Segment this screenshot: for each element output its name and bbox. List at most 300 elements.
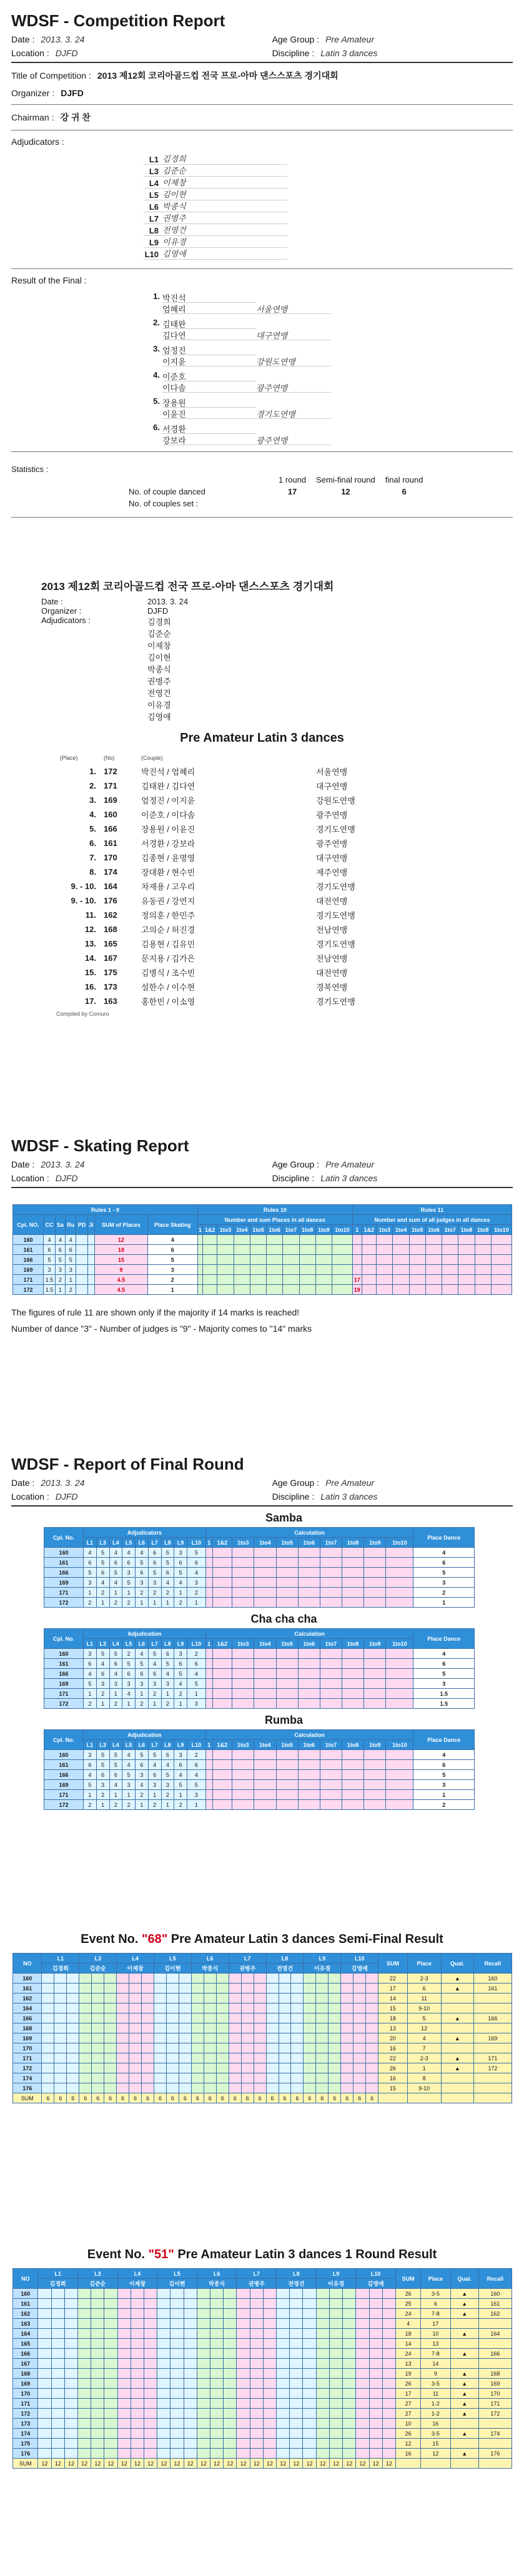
round-mark-cell: [210, 2359, 224, 2369]
rule11-cell: [442, 1265, 458, 1275]
judge-mark: 4: [122, 1760, 136, 1770]
rank-place: 5.: [89, 824, 96, 833]
calc-cell: [386, 1750, 413, 1760]
judge-mark: 3: [136, 1679, 149, 1689]
calc-col-header: 1to7: [320, 1538, 342, 1548]
dance-place: 5: [413, 1568, 475, 1578]
round-mark-cell: [329, 2083, 341, 2093]
judge-header: L4: [109, 1740, 122, 1750]
calc-cell: [342, 1649, 363, 1659]
calc-cell: [205, 1669, 212, 1679]
calc-cell: [254, 1800, 276, 1810]
round-mark-cell: [144, 2389, 157, 2399]
round-mark-cell: [356, 2399, 369, 2409]
round-mark-cell: [157, 2329, 171, 2339]
calc-cell: [212, 1689, 232, 1699]
round-sum-empty: [421, 2459, 450, 2469]
round-mark-cell: [224, 2339, 237, 2349]
rank-couple: 정의훈 / 한민주: [141, 911, 195, 920]
round-recall: 172: [478, 2409, 512, 2419]
round-mark-cell: [250, 2439, 263, 2449]
cr-row-location: Location : DJFD Discipline : Latin 3 dances: [11, 48, 378, 58]
adjudicator-code: L5: [149, 190, 159, 200]
dance-header-row: [44, 1730, 475, 1740]
round-mark-cell: [291, 2003, 304, 2013]
calc-cell: [364, 1760, 386, 1770]
round-recall: 169: [473, 2033, 512, 2043]
rule11-cell: [425, 1275, 442, 1285]
round-mark-cell: [38, 2349, 51, 2359]
round-mark-cell: [38, 2329, 51, 2339]
round-mark-cell: [237, 2389, 250, 2399]
round-mark-cell: [78, 2379, 91, 2389]
round-mark-cell: [154, 2073, 167, 2083]
round-mark-cell: [67, 1984, 79, 1993]
round-mark-cell: [171, 2329, 184, 2339]
round-mark-cell: [250, 2319, 263, 2329]
rule11-cell: [491, 1265, 512, 1275]
skating-col-header: Ru: [66, 1215, 76, 1235]
judge-mark: 5: [161, 1548, 174, 1558]
calc-cell: [320, 1780, 342, 1790]
round-judge-header: L7: [237, 2269, 277, 2279]
round-mark-cell: [250, 2309, 263, 2319]
round-mark-cell: [291, 2033, 304, 2043]
judge-mark: 6: [161, 1568, 174, 1578]
adjudicator-row: [144, 189, 287, 200]
final-names: [162, 370, 256, 393]
round-mark-cell: [237, 2319, 250, 2329]
calc-col-header: 1: [205, 1639, 212, 1649]
skating-cc: 4: [44, 1235, 56, 1245]
round-sum: 16: [378, 2043, 407, 2053]
round-mark-cell: [154, 2013, 167, 2023]
round-mark-cell: [204, 1974, 216, 1984]
round-mark-cell: [197, 2429, 210, 2439]
round-judge-header: L3: [78, 2269, 118, 2279]
summary-adjudicator: 박종식: [147, 665, 171, 674]
skating-pd: [76, 1245, 87, 1255]
round-recall: 170: [478, 2389, 512, 2399]
round-mark-cell: [91, 2369, 104, 2379]
round-mark-cell: [210, 2319, 224, 2329]
calc-cell: [320, 1790, 342, 1800]
round-sum-cell: 12: [131, 2459, 144, 2469]
rank-couple: 홍한빈 / 이소영: [141, 997, 195, 1006]
judge-mark: 3: [122, 1679, 136, 1689]
stats-value: [311, 498, 380, 509]
round-mark-cell: [266, 1984, 279, 1993]
round-mark-cell: [266, 1993, 279, 2003]
round-mark-cell: [78, 2309, 91, 2319]
round-mark-cell: [266, 2043, 279, 2053]
dance-place: 2: [413, 1588, 475, 1598]
round-mark-cell: [356, 2369, 369, 2379]
round-mark-cell: [291, 2083, 304, 2093]
place-col-header: 1&2: [362, 1225, 377, 1235]
skating-note-1: The figures of rule 11 are shown only if the majority if 14 marks is reached!: [11, 1307, 300, 1317]
rule10-cell: [267, 1245, 283, 1255]
judge-mark: 5: [84, 1780, 97, 1790]
round-sum: 16: [378, 2073, 407, 2083]
calc-cell: [342, 1598, 363, 1608]
round-mark-cell: [316, 1993, 329, 2003]
round-mark-cell: [38, 2399, 51, 2409]
round-mark-cell: [197, 2359, 210, 2369]
round-mark-cell: [42, 2053, 54, 2063]
judge-mark: 5: [161, 1659, 174, 1669]
round-mark-cell: [279, 2073, 291, 2083]
final-club: 대구연맹: [256, 329, 331, 340]
dance-cpl: 172: [44, 1699, 84, 1709]
round-mark-cell: [356, 2419, 369, 2429]
round-mark-cell: [316, 2063, 329, 2073]
dance-place-header: Place Dance: [413, 1629, 475, 1649]
round-mark-cell: [142, 2063, 154, 2073]
calc-cell: [276, 1750, 298, 1760]
round-mark-cell: [104, 2063, 117, 2073]
round-mark-cell: [42, 2023, 54, 2033]
rank-no: 162: [104, 910, 117, 920]
dance-place: 5: [413, 1669, 475, 1679]
round-mark-cell: [343, 2339, 356, 2349]
rank-place: 7.: [89, 853, 96, 862]
round-mark-cell: [316, 2073, 329, 2083]
round-mark-cell: [104, 2439, 117, 2449]
stats-label: No. of couples set :: [129, 499, 199, 508]
round-mark-cell: [184, 2359, 197, 2369]
round-mark-cell: [329, 2319, 342, 2329]
round-mark-cell: [290, 2429, 303, 2439]
rank-place: 16.: [84, 982, 96, 991]
judge-header: L8: [161, 1740, 174, 1750]
judge-mark: 5: [136, 1558, 149, 1568]
rule10-sub: Number and sum Places in all dances: [197, 1215, 352, 1225]
ranking-row: [56, 779, 359, 793]
round-mark-cell: [316, 2339, 329, 2349]
dance-place: 2: [413, 1800, 475, 1810]
rule11-cell: [442, 1275, 458, 1285]
dance-place: 4: [413, 1548, 475, 1558]
round-sum-cell: 12: [171, 2459, 184, 2469]
round-mark-cell: [142, 1984, 154, 1993]
round-header-row: [13, 2269, 512, 2279]
adjudicator-name: 이제창: [162, 178, 186, 187]
rank-couple: 김병식 / 조수빈: [141, 968, 195, 978]
judge-mark: 6: [84, 1760, 97, 1770]
rule10-cell: [332, 1255, 352, 1265]
round-mark-cell: [263, 2349, 276, 2359]
adjudicator-row: [144, 224, 287, 236]
round-mark-cell: [197, 2309, 210, 2319]
summary-adjudicator: 김영애: [147, 712, 171, 722]
round-mark-cell: [184, 2349, 197, 2359]
rule11-cell: [458, 1255, 475, 1265]
judge-mark: 6: [148, 1558, 161, 1568]
rule10-cell: [197, 1285, 202, 1295]
round-mark-cell: [356, 2379, 369, 2389]
round-recall: 174: [478, 2429, 512, 2439]
round-mark-cell: [144, 2379, 157, 2389]
round-mark-cell: [341, 1993, 353, 2003]
round-mark-cell: [38, 2359, 51, 2369]
round-mark-cell: [237, 2449, 250, 2459]
rule11-cell: [491, 1285, 512, 1295]
judge-mark: 5: [187, 1679, 206, 1689]
calc-col-header: 1to6: [298, 1538, 320, 1548]
judge-mark: 1: [96, 1699, 109, 1709]
calc-cell: [276, 1689, 298, 1699]
calc-cell: [276, 1770, 298, 1780]
calc-cell: [386, 1568, 413, 1578]
round-mark-cell: [316, 1974, 329, 1984]
dance-place-header: Place Dance: [413, 1730, 475, 1750]
rules-1-9-header: Rules 1 - 9: [13, 1205, 198, 1215]
dance-header-row: [44, 1528, 475, 1538]
calc-cell: [212, 1598, 232, 1608]
dancer-name: 엄혜리: [162, 303, 256, 314]
round-mark-cell: [117, 2339, 131, 2349]
place-col-header: 1to8: [458, 1225, 475, 1235]
round-mark-cell: [316, 1984, 329, 1993]
round-mark-cell: [382, 2299, 395, 2309]
rank-couple: 문지용 / 김가은: [141, 954, 195, 963]
round-judge-name: 전영건: [277, 2279, 317, 2289]
skating-ji: [87, 1235, 94, 1245]
round-mark-cell: [78, 2439, 91, 2449]
dance-table: [44, 1628, 475, 1709]
dance-cpl: 160: [44, 1649, 84, 1659]
round-mark-cell: [279, 2033, 291, 2043]
place-col-header: 1to7: [283, 1225, 299, 1235]
round-mark-cell: [79, 2053, 92, 2063]
rule10-cell: [217, 1265, 234, 1275]
judge-mark: 6: [174, 1558, 187, 1568]
round-mark-cell: [197, 2449, 210, 2459]
calc-col-header: 1to10: [386, 1639, 413, 1649]
round-mark-cell: [250, 2289, 263, 2299]
round-sum-cell: 6: [279, 2093, 291, 2103]
judge-mark: 4: [174, 1578, 187, 1588]
round-mark-cell: [250, 2429, 263, 2439]
judge-mark: 4: [174, 1770, 187, 1780]
round-mark-cell: [353, 2073, 366, 2083]
round-mark-cell: [117, 2389, 131, 2399]
round-row: [13, 2439, 512, 2449]
round-mark-cell: [78, 2319, 91, 2329]
round-place: 7: [407, 2043, 441, 2053]
round-mark-cell: [179, 2013, 191, 2023]
rule11-cell: [409, 1285, 425, 1295]
calc-cell: [342, 1588, 363, 1598]
rule10-cell: [217, 1245, 234, 1255]
round-mark-cell: [329, 2349, 342, 2359]
round-mark-cell: [79, 2013, 92, 2023]
round-mark-cell: [369, 2439, 382, 2449]
calc-cell: [212, 1659, 232, 1669]
rule10-cell: [234, 1285, 250, 1295]
round-mark-cell: [369, 2419, 382, 2429]
round-mark-cell: [329, 2003, 341, 2013]
round-recall: 166: [478, 2349, 512, 2359]
judge-mark: 3: [174, 1649, 187, 1659]
first-round-title: Event No. "51" Pre Amateur Latin 3 dances 1 Round Result: [87, 2248, 437, 2261]
dance-place: 4: [413, 1649, 475, 1659]
calc-cell: [254, 1689, 276, 1699]
round-mark-cell: [78, 2419, 91, 2429]
round-mark-cell: [316, 2083, 329, 2093]
round-mark-cell: [91, 2329, 104, 2339]
calc-cell: [320, 1770, 342, 1780]
round-mark-cell: [241, 2063, 254, 2073]
rank-no: 174: [104, 867, 117, 877]
calc-cell: [342, 1790, 363, 1800]
round-qual: [441, 2003, 473, 2013]
calc-col-header: 1&2: [212, 1639, 232, 1649]
rule10-cell: [202, 1255, 217, 1265]
round-mark-cell: [303, 2379, 316, 2389]
round-mark-cell: [303, 2419, 316, 2429]
round-mark-cell: [263, 2319, 276, 2329]
rank-place: 3.: [89, 795, 96, 805]
round-mark-cell: [263, 2359, 276, 2369]
round-sum-empty: [450, 2459, 478, 2469]
judge-mark: 4: [161, 1578, 174, 1588]
round-mark-cell: [171, 2349, 184, 2359]
round-no: 166: [13, 2013, 42, 2023]
round-sum: 17: [395, 2389, 420, 2399]
round-mark-cell: [64, 2379, 77, 2389]
rule10-cell: [197, 1275, 202, 1285]
rank-club: 경북연맹: [316, 983, 348, 992]
round-mark-cell: [382, 2379, 395, 2389]
round-qual: ▲: [450, 2309, 478, 2319]
round-mark-cell: [157, 2419, 171, 2429]
calc-cell: [364, 1800, 386, 1810]
calc-cell: [205, 1790, 212, 1800]
round-recall: 176: [478, 2449, 512, 2459]
rule10-cell: [283, 1255, 299, 1265]
rule10-cell: [250, 1275, 266, 1285]
place-col-header: 1&2: [202, 1225, 217, 1235]
calc-cell: [364, 1548, 386, 1558]
round-mark-cell: [179, 1974, 191, 1984]
calc-cell: [212, 1578, 232, 1588]
round-mark-cell: [166, 2023, 179, 2033]
rank-no: 166: [104, 824, 117, 833]
round-recall: [478, 2319, 512, 2329]
round-mark-cell: [224, 2289, 237, 2299]
round-mark-cell: [144, 2289, 157, 2299]
rank-place: 15.: [84, 968, 96, 977]
judge-mark: 5: [187, 1548, 206, 1558]
round-sum-cell: 12: [64, 2459, 77, 2469]
round-mark-cell: [171, 2309, 184, 2319]
calc-cell: [364, 1578, 386, 1588]
judge-mark: 6: [148, 1548, 161, 1558]
round-mark-cell: [277, 2289, 290, 2299]
round-judge-name: 박종식: [197, 2279, 237, 2289]
judge-mark: 3: [122, 1568, 136, 1578]
round-sum-empty: [378, 2093, 407, 2103]
judge-header: L4: [109, 1639, 122, 1649]
calc-cell: [320, 1800, 342, 1810]
round-mark-cell: [343, 2309, 356, 2319]
adjudicator-row: [144, 200, 287, 212]
calc-cell: [212, 1669, 232, 1679]
round-mark-cell: [91, 2429, 104, 2439]
round-mark-cell: [104, 2339, 117, 2349]
round-mark-cell: [224, 2379, 237, 2389]
calc-cell: [212, 1800, 232, 1810]
rule10-cell: [332, 1245, 352, 1255]
cr-adjudicators-label: Adjudicators :: [11, 137, 64, 147]
calc-cell: [276, 1649, 298, 1659]
round-sum-cell: 6: [179, 2093, 191, 2103]
rule10-cell: [299, 1265, 315, 1275]
round-mark-cell: [154, 2033, 167, 2043]
round-place: 6: [421, 2299, 450, 2309]
round-mark-cell: [266, 2073, 279, 2083]
round-mark-cell: [51, 2289, 64, 2299]
round-place: 7-8: [421, 2309, 450, 2319]
round-mark-cell: [210, 2299, 224, 2309]
calc-col-header: 1to8: [342, 1740, 363, 1750]
rule10-cell: [283, 1235, 299, 1245]
calc-cell: [298, 1588, 320, 1598]
judge-mark: 3: [161, 1780, 174, 1790]
rule10-cell: [197, 1265, 202, 1275]
rank-club: 강원도연맹: [316, 796, 355, 805]
round-mark-cell: [104, 2053, 117, 2063]
final-result-entry: [144, 292, 524, 314]
skating-ji: [87, 1275, 94, 1285]
rank-couple: 이준호 / 이다솜: [141, 810, 195, 820]
round-mark-cell: [290, 2299, 303, 2309]
round-sum: 25: [395, 2299, 420, 2309]
round-no: 171: [13, 2053, 42, 2063]
round-mark-cell: [304, 2053, 316, 2063]
dancer-name: 서경환: [162, 423, 256, 434]
skating-ru: 1: [66, 1275, 76, 1285]
judge-mark: 5: [148, 1649, 161, 1659]
round-mark-cell: [157, 2289, 171, 2299]
round-mark-cell: [254, 2013, 266, 2023]
round-mark-cell: [316, 2319, 329, 2329]
judge-mark: 4: [122, 1689, 136, 1699]
round-mark-cell: [303, 2449, 316, 2459]
round-mark-cell: [197, 2379, 210, 2389]
stats-header: 1 round: [279, 475, 307, 484]
skating-ru: 4: [66, 1235, 76, 1245]
round-no: 175: [13, 2439, 38, 2449]
round-no: 172: [13, 2409, 38, 2419]
calc-cell: [232, 1598, 254, 1608]
judge-mark: 5: [148, 1568, 161, 1578]
round-mark-cell: [263, 2339, 276, 2349]
round-mark-cell: [78, 2399, 91, 2409]
rule11-cell: [409, 1265, 425, 1275]
round-no: 173: [13, 2419, 38, 2429]
round-mark-cell: [129, 2003, 142, 2013]
round-mark-cell: [38, 2299, 51, 2309]
calc-cell: [298, 1770, 320, 1780]
judge-mark: 1: [122, 1699, 136, 1709]
calc-cell: [276, 1669, 298, 1679]
round-mark-cell: [42, 2043, 54, 2053]
round-sum: 15: [378, 2003, 407, 2013]
round-mark-cell: [166, 1993, 179, 2003]
